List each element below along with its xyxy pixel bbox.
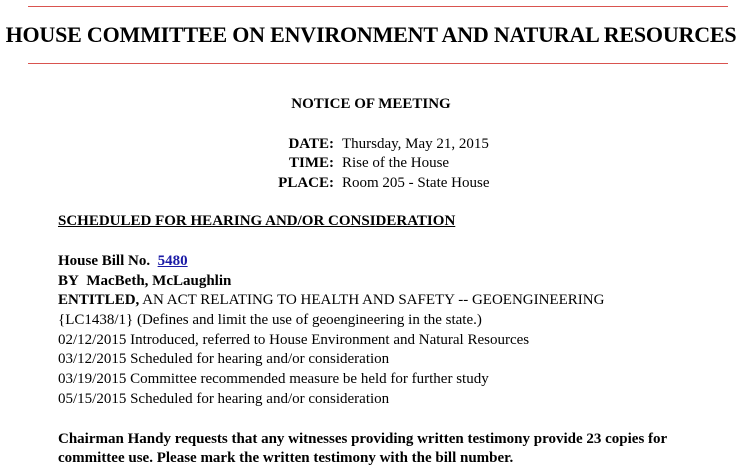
by-label: BY (58, 273, 79, 289)
bill-number-link[interactable]: 5480 (157, 253, 188, 269)
meeting-place-row (0, 175, 742, 195)
bill-description: {LC1438/1} (Defines and limit the use of geoengineering in the state.) (58, 312, 482, 328)
place-label: PLACE: (278, 175, 334, 191)
notice-title: NOTICE OF MEETING (291, 96, 451, 112)
entitled-line (58, 292, 604, 309)
bill-line (58, 253, 188, 270)
sponsors-line (58, 273, 231, 290)
history-entry: 03/12/2015 Scheduled for hearing and/or consideration (58, 351, 390, 367)
section-heading: SCHEDULED FOR HEARING AND/OR CONSIDERATION (58, 213, 456, 229)
history-entry: 02/12/2015 Introduced, referred to House Environment and Natural Resources (58, 332, 530, 348)
place-value: Room 205 - State House (342, 175, 490, 191)
time-label: TIME: (289, 155, 334, 171)
meeting-date-row (0, 136, 742, 156)
bottom-divider (28, 63, 728, 64)
time-value: Rise of the House (342, 155, 450, 171)
bill-label: House Bill No. (58, 253, 151, 269)
sponsors: MacBeth, McLaughlin (86, 273, 232, 289)
entitled-label: ENTITLED, (58, 292, 140, 308)
top-divider (28, 6, 728, 7)
meeting-time-row (0, 155, 742, 175)
entitled-text: AN ACT RELATING TO HEALTH AND SAFETY -- GEOENGINEERING (142, 292, 605, 308)
testimony-note: Chairman Handy requests that any witnesses providing written testimony provide 23 copies for committee use. Please mark the written testimony with the bill number. (58, 431, 667, 466)
date-value: Thursday, May 21, 2015 (342, 136, 489, 152)
history-entry: 03/19/2015 Committee recommended measure be held for further study (58, 371, 489, 387)
date-label: DATE: (288, 136, 334, 152)
committee-title: HOUSE COMMITTEE ON ENVIRONMENT AND NATURAL RESOURCES (5, 22, 737, 47)
history-entry: 05/15/2015 Scheduled for hearing and/or consideration (58, 391, 390, 407)
